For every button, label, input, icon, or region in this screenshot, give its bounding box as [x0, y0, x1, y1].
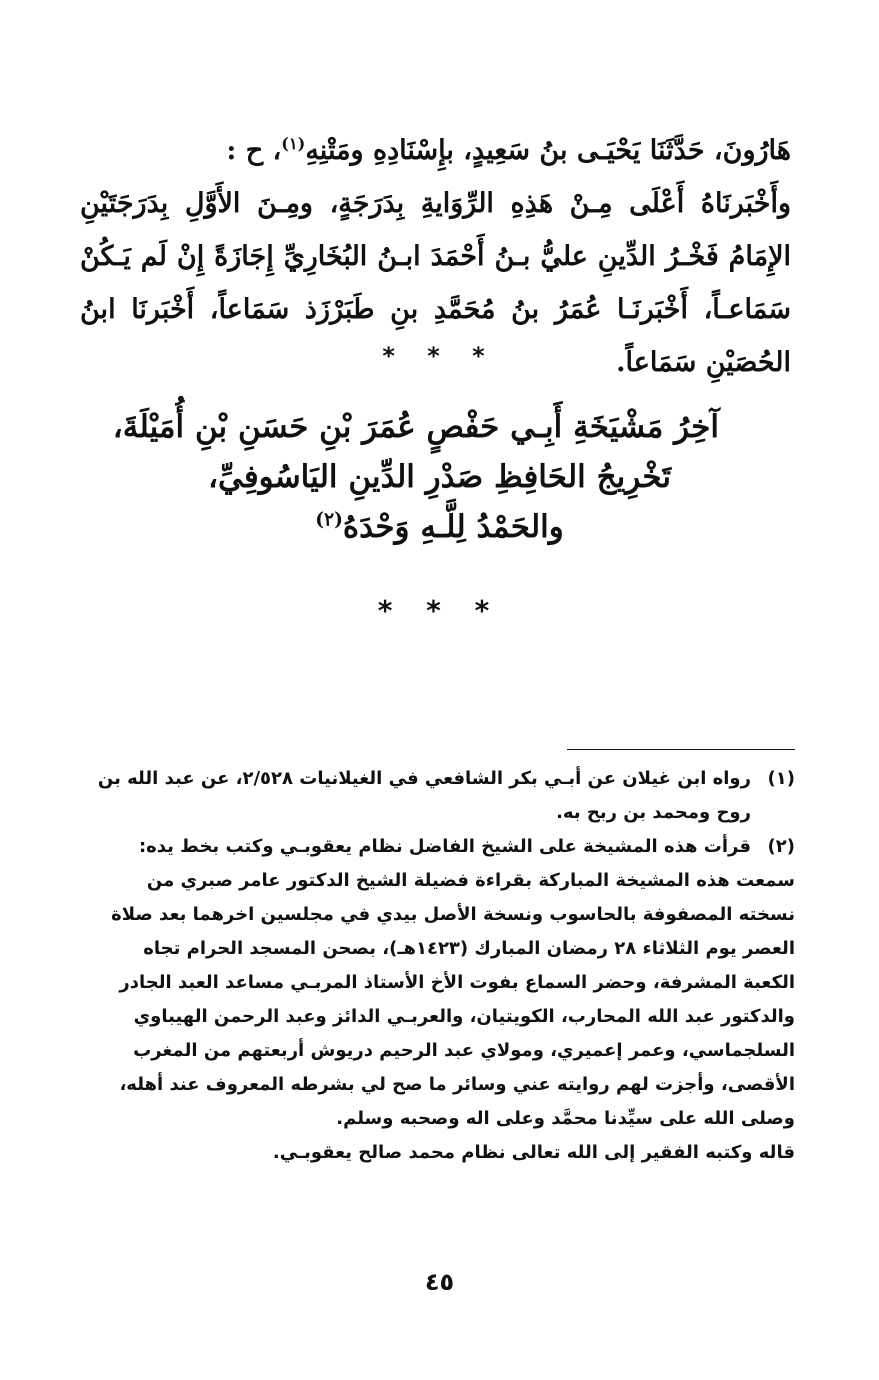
- footnote-line: قرأت هذه المشيخة على الشيخ الفاضل نظام يعقوبـي وكتب بخط يده:: [138, 836, 751, 857]
- footnotes: [78, 762, 795, 1170]
- footnote-line: الكعبة المشرفة، وحضر السماع بفوت الأخ الأستاذ المربـي مساعد العبد الجادر: [119, 972, 795, 993]
- colophon-line-1: آخِرُ مَشْيَخَةِ أَبِـي حَفْصٍ عُمَرَ بْنِ حَسَنِ بْنِ أُمَيْلَةَ،: [112, 409, 719, 445]
- paragraph-2: وأَخْبَرنَاهُ أَعْلَى مِـنْ هَذِهِ الرِّوَايةِ بِدَرَجَةٍ، ومِـنَ الأَوَّلِ بِدَرَجَتَيْنِ الإِمَامُ فَخْـرُ الدِّينِ عليُّ بـنُ أَحْمَدَ ابـنُ البُخَارِيِّ إِجَازَةً إِنْ لَم يَـكُنْ سَمَاعـاً، أَخْبَرنَـا عُمَرُ بنُ مُحَمَّدِ بنِ طَبَرْزَذ سَمَاعاً، أَخْبَرنَا ابنُ الحُصَيْنِ سَمَاعاً.: [80, 188, 791, 378]
- footnote-line: الأقصى، وأجزت لهم روايته عني وسائر ما صح لي بشرطه المعروف عند أهله،: [119, 1074, 795, 1095]
- text-line-1: [80, 124, 791, 177]
- footnote-line: رواه ابن غيلان عن أبـي بكر الشافعي في الغيلانيات ٢/٥٢٨، عن عبد الله بن: [97, 768, 751, 789]
- separator-stars: * * *: [382, 342, 497, 370]
- end-stars: * * *: [377, 594, 502, 627]
- footnote-2: [78, 830, 795, 864]
- footnote-line: والدكتور عبد الله المحارب، الكويتيان، والعربـي الدائز وعبد الرحمن الهيباوي: [133, 1006, 795, 1027]
- colophon-line-2: تَخْرِيجُ الحَافِظِ صَدْرِ الدِّينِ اليَاسُوفِيِّ،: [208, 459, 671, 495]
- footnote-ref-2: (٢): [315, 509, 343, 531]
- footnote-line: سمعت هذه المشيخة المباركة بقراءة فضيلة الشيخ الدكتور عامر صبري من: [146, 870, 795, 891]
- footnote-ref-1: (١): [281, 134, 306, 153]
- footnote-line: روح ومحمد بن ربح به.: [556, 802, 751, 823]
- footnote-text: [78, 762, 751, 830]
- footnote-2-body: [78, 864, 795, 1170]
- footnote-text: [78, 864, 795, 1170]
- footnote-line: وصلى الله على سيِّدنا محمَّد وعلى اله وصحبه وسلم.: [336, 1108, 795, 1129]
- footnote-1: [78, 762, 795, 830]
- footnote-number: (١): [767, 768, 795, 789]
- footnote-separator: [567, 749, 795, 750]
- page-number: ٤٥: [424, 1268, 455, 1296]
- colophon: [112, 402, 719, 552]
- footnote-line: نسخته المصفوفة بالحاسوب ونسخة الأصل بيدي في مجلسين اخرهما بعد صلاة: [111, 904, 795, 925]
- colophon-line-3-text: والحَمْدُ لِلَّـهِ وَحْدَهُ: [342, 509, 564, 545]
- colophon-line-3: [160, 502, 719, 552]
- footnote-line: العصر يوم الثلاثاء ٢٨ رمضان المبارك (١٤٢٣هـ)، بصحن المسجد الحرام تجاه: [143, 938, 795, 959]
- footnote-line: قاله وكتبه الفقير إلى الله تعالى نظام محمد صالح يعقوبـي.: [272, 1142, 795, 1163]
- footnote-text: [78, 830, 751, 864]
- footnote-number: (٢): [767, 836, 795, 857]
- footnote-line: السلجماسي، وعمر إعميري، ومولاي عبد الرحيم دريوش أربعتهم من المغرب: [133, 1040, 795, 1061]
- line1-text: هَارُونَ، حَدَّثَنَا يَحْيَـى بنُ سَعِيدٍ، بإِسْنَادِهِ ومَتْنِهِ: [305, 135, 791, 166]
- line1-end: ، ح :: [226, 135, 282, 166]
